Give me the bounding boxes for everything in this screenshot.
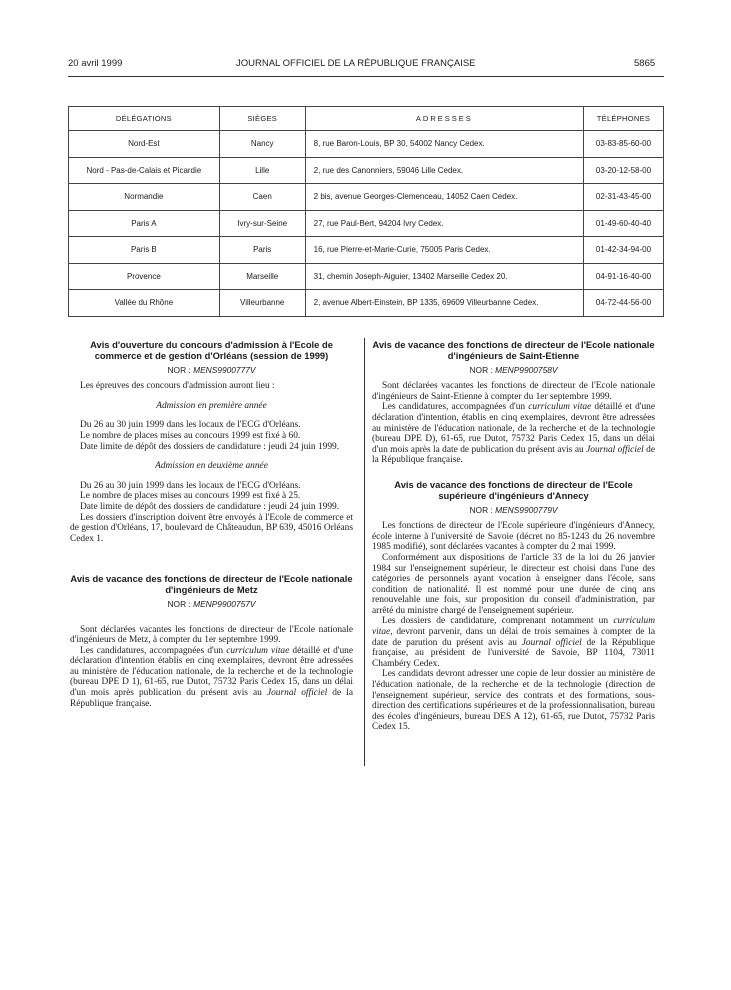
notice-annecy xyxy=(372,480,655,733)
nor-reference xyxy=(372,505,655,516)
cell-delegation: Vallée du Rhône xyxy=(69,290,220,317)
table-header-row xyxy=(69,107,664,131)
cell-adresse: 2 bis, avenue Georges-Clemenceau, 14052 Caen Cedex. xyxy=(305,184,583,211)
cell-delegation: Nord - Pas-de-Calais et Picardie xyxy=(69,157,220,184)
paragraph: Conformément aux dispositions de l'article 33 de la loi du 26 janvier 1984 sur l'enseignement supérieur, le directeur est choisi dans l'une des catégories de personnels ayant vocation à enseigner dans l'école, sans condition de nationalité. Il est nommé pour une durée de cinq ans renouvelable une fois, sur proposition du conseil d'administration, par arrêté du ministre chargé de l'enseignement supérieur. xyxy=(372,552,655,616)
cell-siege: Nancy xyxy=(219,131,305,158)
header-rule xyxy=(68,76,664,77)
cell-adresse: 2, rue des Canonniers, 59046 Lille Cedex. xyxy=(305,157,583,184)
nor-code: MENS9900777V xyxy=(193,364,256,375)
cell-delegation: Nord-Est xyxy=(69,131,220,158)
cell-siege: Marseille xyxy=(219,263,305,290)
cell-adresse: 8, rue Baron-Louis, BP 30, 54002 Nancy Cedex. xyxy=(305,131,583,158)
cell-adresse: 31, chemin Joseph-Aiguier, 13402 Marseille Cedex 20. xyxy=(305,263,583,290)
cell-telephone: 04-72-44-56-00 xyxy=(584,290,664,317)
table-row xyxy=(69,131,664,158)
header-date: 20 avril 1999 xyxy=(68,58,123,69)
header-journal-title: JOURNAL OFFICIEL DE LA RÉPUBLIQUE FRANÇAISE xyxy=(236,58,476,69)
col-header-adresses: ADRESSES xyxy=(305,107,583,131)
nor-reference xyxy=(70,365,353,376)
cell-delegation: Paris A xyxy=(69,210,220,237)
cell-adresse: 16, rue Pierre-et-Marie-Curie, 75005 Paris Cedex. xyxy=(305,237,583,264)
cell-delegation: Paris B xyxy=(69,237,220,264)
paragraph: Sont déclarées vacantes les fonctions de directeur de l'Ecole nationale d'ingénieurs de Metz, à compter du 1er septembre 1999. xyxy=(70,624,353,646)
notice-metz xyxy=(70,574,353,709)
paragraph: Le nombre de places mises au concours 1999 est fixé à 60. xyxy=(80,430,301,441)
cell-siege: Ivry-sur-Seine xyxy=(219,210,305,237)
col-header-telephones: TÉLÉPHONES xyxy=(584,107,664,131)
col-header-delegations: DÉLÉGATIONS xyxy=(69,107,220,131)
table-row xyxy=(69,210,664,237)
table-row xyxy=(69,157,664,184)
subheading: Admission en première année xyxy=(156,400,267,411)
table-row xyxy=(69,290,664,317)
cell-telephone: 04-91-16-40-00 xyxy=(584,263,664,290)
cell-delegation: Normandie xyxy=(69,184,220,211)
col-header-sieges: SIÈGES xyxy=(219,107,305,131)
table-row xyxy=(69,237,664,264)
notice-title: Avis de vacance des fonctions de directeur de l'Ecole supérieure d'ingénieurs d'Annecy xyxy=(394,478,633,501)
paragraph: Les épreuves des concours d'admission auront lieu : xyxy=(80,381,275,392)
cell-adresse: 2, avenue Albert-Einstein, BP 1335, 69609 Villeurbanne Cedex. xyxy=(305,290,583,317)
paragraph: Les fonctions de directeur de l'Ecole supérieure d'ingénieurs d'Annecy, école interne à l'université de Savoie (décret no 85-1243 du 26 novembre 1985 modifié), sont déclarées vacantes à compter du 2 mai 1999. xyxy=(372,521,655,553)
cell-telephone: 01-49-60-40-40 xyxy=(584,210,664,237)
notice-title: Avis de vacance des fonctions de directeur de l'Ecole nationale d'ingénieurs de Metz xyxy=(70,573,353,596)
notice-orleans xyxy=(70,340,353,544)
nor-code: MENS9900779V xyxy=(495,504,558,515)
paragraph: Les candidatures, accompagnées d'un curriculum vitae détaillé et d'une déclaration d'intention établis en cinq exemplaires, devront être adressées au ministère de l'éducation nationale, de la recherche et de la technologie (bureau DPE D 1), 61-65, rue Dutot, 75732 Paris Cedex 15, dans un délai d'un mois après publication du présent avis au Journal officiel de la République française. xyxy=(70,645,353,709)
cell-siege: Villeurbanne xyxy=(219,290,305,317)
subheading: Admission en deuxième année xyxy=(155,461,268,472)
cell-telephone: 01-42-34-94-00 xyxy=(584,237,664,264)
paragraph: Les dossiers d'inscription doivent être envoyés à l'Ecole de commerce et de gestion d'Orléans, 17, boulevard de Châteaudun, BP 639, 45016 Orléans Cedex 1. xyxy=(70,512,353,544)
notice-title: Avis d'ouverture du concours d'admission à l'Ecole de commerce et de gestion d'Orléans (session de 1999) xyxy=(90,339,333,361)
cell-delegation: Provence xyxy=(69,263,220,290)
nor-label: NOR : xyxy=(469,504,493,515)
notice-title: Avis de vacance des fonctions de directeur de l'Ecole nationale d'ingénieurs de Saint-Etienne xyxy=(372,339,655,361)
cell-telephone: 03-20-12-58-00 xyxy=(584,157,664,184)
column-separator xyxy=(364,338,365,766)
right-column xyxy=(372,340,655,733)
paragraph: Du 26 au 30 juin 1999 dans les locaux de l'ECG d'Orléans. xyxy=(80,480,301,491)
nor-code: MENP9900757V xyxy=(193,598,256,609)
nor-label: NOR : xyxy=(167,598,191,609)
paragraph: Du 26 au 30 juin 1999 dans les locaux de l'ECG d'Orléans. xyxy=(80,420,301,431)
cell-telephone: 02-31-43-45-00 xyxy=(584,184,664,211)
cell-siege: Lille xyxy=(219,157,305,184)
paragraph: Les candidats devront adresser une copie de leur dossier au ministère de l'éducation nationale, de la recherche et de la technologie (direction de l'enseignement supérieur, service des contrats et des formations, sous-direction des certifications supérieures et de la professionnalisation, bureau des écoles d'ingénieurs, bureau DES A 12), 61-65, rue Dutot, 75732 Paris Cedex 15. xyxy=(372,669,655,733)
paragraph: Les dossiers de candidature, comprenant notamment un curriculum vitae, devront parvenir, dans un délai de trois semaines à compter de la date de parution du présent avis au Journal officiel de la République française, au président de l'université de Savoie, BP 1104, 73011 Chambéry Cedex. xyxy=(372,616,655,669)
cell-telephone: 03-83-85-60-00 xyxy=(584,131,664,158)
paragraph: Le nombre de places mises au concours 1999 est fixé à 25. xyxy=(80,491,301,502)
paragraph: Les candidatures, accompagnées d'un curriculum vitae détaillé et d'une déclaration d'intention, établis en cinq exemplaires, devront être adressées au ministère de l'éducation nationale, de la recherche et de la technologie (bureau DPE D), 61-65, rue Dutot, 75732 Paris Cedex 15, dans un délai d'un mois après la date de publication du présent avis au Journal officiel de la République française. xyxy=(372,402,655,466)
table-row xyxy=(69,263,664,290)
nor-reference xyxy=(372,365,655,376)
nor-label: NOR : xyxy=(167,364,191,375)
nor-reference xyxy=(70,599,353,610)
cell-adresse: 27, rue Paul-Bert, 94204 Ivry Cedex. xyxy=(305,210,583,237)
nor-label: NOR : xyxy=(469,364,493,375)
header-page-number: 5865 xyxy=(634,58,656,69)
paragraph: Date limite de dépôt des dossiers de candidature : jeudi 24 juin 1999. xyxy=(80,501,340,512)
nor-code: MENP9900758V xyxy=(495,364,558,375)
notice-saint-etienne xyxy=(372,340,655,466)
table-row xyxy=(69,184,664,211)
delegations-table xyxy=(68,106,664,317)
cell-siege: Caen xyxy=(219,184,305,211)
paragraph: Sont déclarées vacantes les fonctions de directeur de l'Ecole nationale d'ingénieurs de Saint-Etienne à compter du 1er septembre 1999. xyxy=(372,381,655,402)
left-column xyxy=(70,340,353,709)
cell-siege: Paris xyxy=(219,237,305,264)
paragraph: Date limite de dépôt des dossiers de candidature : jeudi 24 juin 1999. xyxy=(80,441,340,452)
